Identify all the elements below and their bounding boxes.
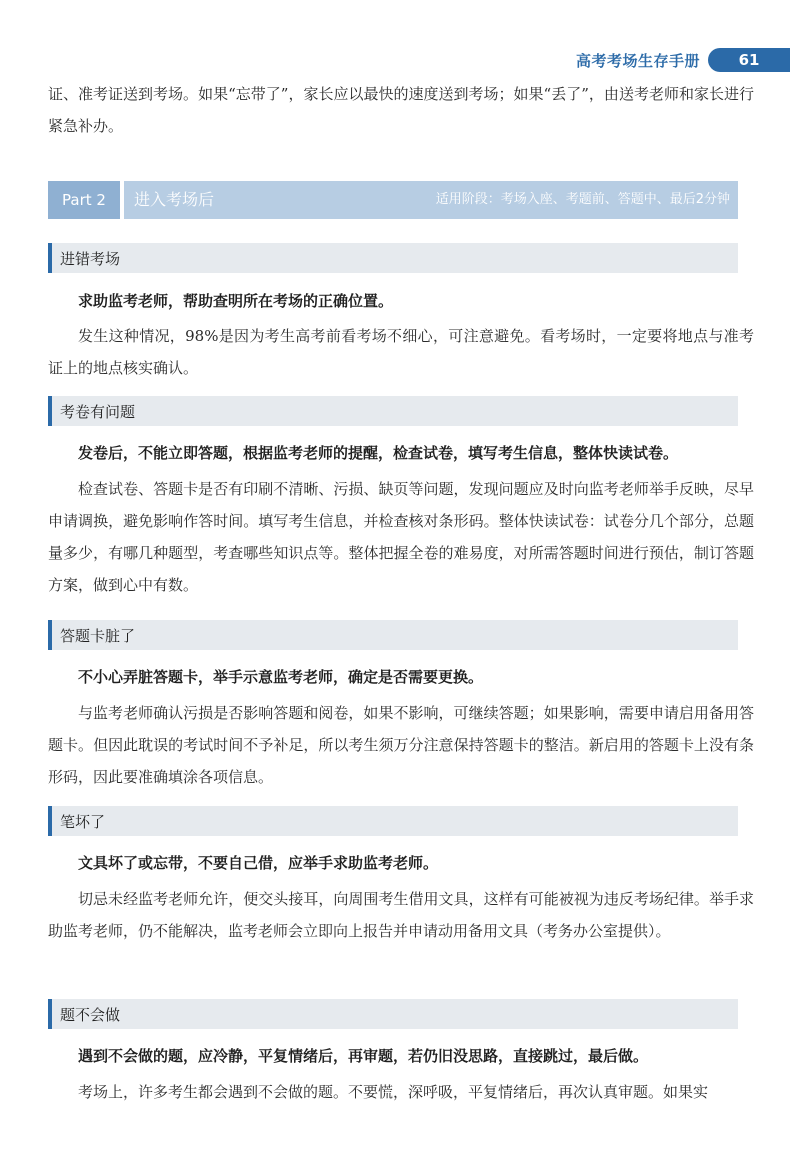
section-body: 考场上，许多考生都会遇到不会做的题。不要慌，深呼吸，平复情绪后，再次认真审题。如果实 <box>78 1083 709 1101</box>
section-body: 检查试卷、答题卡是否有印刷不清晰、污损、缺页等问题，发现问题应及时向监考老师举手反映，尽早申请调换，避免影响作答时间。填写考生信息，并检查核对条形码。整体快读试卷：试卷分几个部分，总题量多少，有哪几种题型，考查哪些知识点等。整体把握全卷的难易度，对所需答题时间进行预估，制订答题方案，做到心中有数。 <box>48 480 754 594</box>
section-body: 切忌未经监考老师允许，便交头接耳，向周围考生借用文具，这样有可能被视为违反考场纪律。举手求助监考老师，仍不能解决，监考老师会立即向上报告并申请动用备用文具（考务办公室提供）。 <box>48 890 754 940</box>
section-lead: 不小心弄脏答题卡，举手示意监考老师，确定是否需要更换。 <box>78 668 484 686</box>
book-title: 高考考场生存手册 <box>575 51 700 70</box>
section-heading <box>48 999 738 1029</box>
section-body: 发生这种情况，98%是因为考生高考前看考场不细心，可注意避免。看考场时，一定要将地点与准考证上的地点核实确认。 <box>48 327 754 377</box>
section-heading <box>48 806 738 836</box>
section-title: 题不会做 <box>60 1005 121 1024</box>
section-lead: 文具坏了或忘带，不要自己借，应举手求助监考老师。 <box>78 854 439 872</box>
section-title: 笔坏了 <box>60 812 106 831</box>
section-heading <box>48 396 738 426</box>
section-heading <box>48 243 738 273</box>
section-title: 进错考场 <box>60 249 121 268</box>
part-title: 进入考场后 <box>134 190 215 209</box>
section-heading <box>48 620 738 650</box>
section-title: 答题卡脏了 <box>60 626 136 645</box>
part-banner <box>48 181 738 219</box>
page-number: 61 <box>708 48 790 72</box>
running-header <box>576 48 790 72</box>
section-title: 考卷有问题 <box>60 402 136 421</box>
section-lead: 求助监考老师，帮助查明所在考场的正确位置。 <box>78 292 394 310</box>
section-body: 与监考老师确认污损是否影响答题和阅卷，如果不影响，可继续答题；如果影响，需要申请启用备用答题卡。但因此耽误的考试时间不予补足，所以考生须万分注意保持答题卡的整洁。新启用的答题卡上没有条形码，因此要准确填涂各项信息。 <box>48 704 754 786</box>
part-label: Part 2 <box>48 181 120 219</box>
intro-paragraph: 证、准考证送到考场。如果“忘带了”，家长应以最快的速度送到考场；如果“丢了”，由送考老师和家长进行紧急补办。 <box>48 85 754 135</box>
section-lead: 发卷后，不能立即答题，根据监考老师的提醒，检查试卷，填写考生信息，整体快读试卷。 <box>78 444 679 462</box>
part-note: 适用阶段：考场入座、考题前、答题中、最后2分钟 <box>435 192 730 207</box>
section-lead: 遇到不会做的题，应冷静，平复情绪后，再审题，若仍旧没思路，直接跳过，最后做。 <box>78 1047 649 1065</box>
